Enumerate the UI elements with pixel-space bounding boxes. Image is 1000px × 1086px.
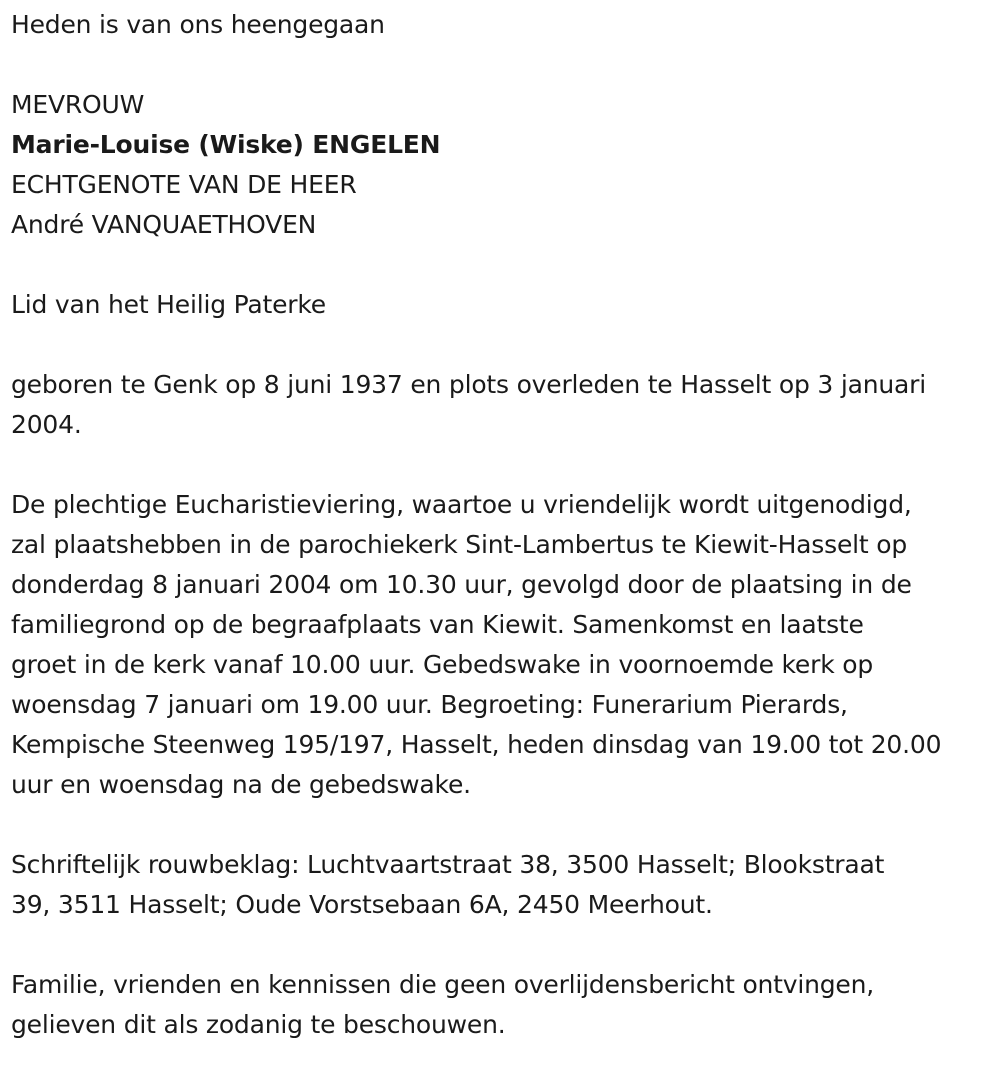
title-prefix: MEVROUW: [11, 90, 145, 119]
closing-paragraph: [11, 965, 990, 1045]
spacer: [11, 805, 990, 845]
relation-text: ECHTGENOTE VAN DE HEER: [11, 170, 357, 199]
paragraph-line: Schriftelijk rouwbeklag: Luchtvaartstraat 38, 3500 Hasselt; Blookstraat: [11, 850, 885, 879]
paragraph-line: uur en woensdag na de gebedswake.: [11, 770, 471, 799]
membership-text: Lid van het Heilig Paterke: [11, 290, 326, 319]
paragraph-line: De plechtige Eucharistieviering, waartoe u vriendelijk wordt uitgenodigd,: [11, 490, 912, 519]
spacer: [11, 925, 990, 965]
paragraph-line: gelieven dit als zodanig te beschouwen.: [11, 1010, 506, 1039]
paragraph-line: donderdag 8 januari 2004 om 10.30 uur, gevolgd door de plaatsing in de: [11, 570, 912, 599]
paragraph-line: familiegrond op de begraafplaats van Kiewit. Samenkomst en laatste: [11, 610, 864, 639]
paragraph-line: zal plaatshebben in de parochiekerk Sint-Lambertus te Kiewit-Hasselt op: [11, 530, 907, 559]
spacer: [11, 245, 990, 285]
paragraph-line: Familie, vrienden en kennissen die geen overlijdensbericht ontvingen,: [11, 970, 875, 999]
paragraph-line: 2004.: [11, 410, 82, 439]
spacer: [11, 445, 990, 485]
intro-text: Heden is van ons heengegaan: [11, 10, 385, 39]
paragraph-line: groet in de kerk vanaf 10.00 uur. Gebedswake in voornoemde kerk op: [11, 650, 873, 679]
paragraph-line: 39, 3511 Hasselt; Oude Vorstsebaan 6A, 2450 Meerhout.: [11, 890, 713, 919]
paragraph-line: geboren te Genk op 8 juni 1937 en plots overleden te Hasselt op 3 januari: [11, 370, 926, 399]
ceremony-paragraph: [11, 485, 990, 805]
spacer: [11, 45, 990, 85]
condolences-paragraph: [11, 845, 990, 925]
birth-death-paragraph: [11, 365, 990, 445]
spacer: [11, 325, 990, 365]
paragraph-line: Kempische Steenweg 195/197, Hasselt, heden dinsdag van 19.00 tot 20.00: [11, 730, 942, 759]
deceased-name: Marie-Louise (Wiske) ENGELEN: [11, 130, 441, 159]
spouse-name: André VANQUAETHOVEN: [11, 210, 317, 239]
paragraph-line: woensdag 7 januari om 19.00 uur. Begroeting: Funerarium Pierards,: [11, 690, 848, 719]
